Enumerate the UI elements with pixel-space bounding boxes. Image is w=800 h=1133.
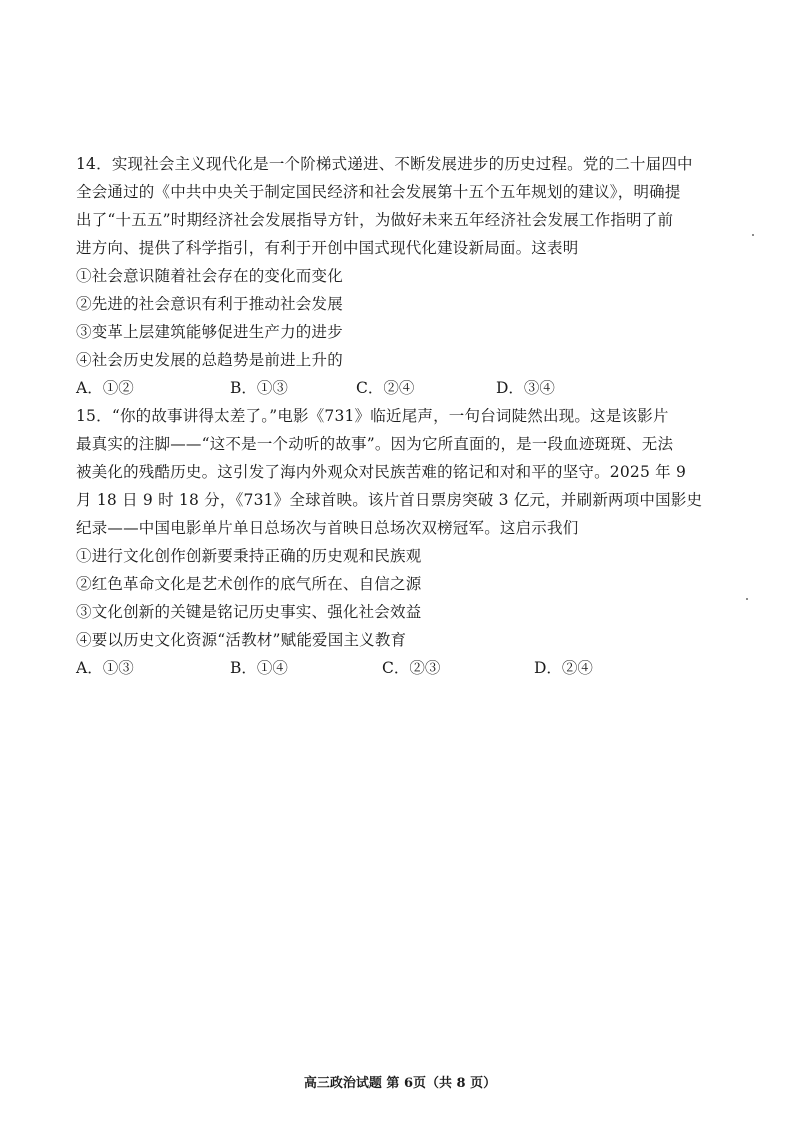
q15-statement: ①进行文化创作创新要秉持正确的历史观和民族观: [76, 547, 422, 565]
q14-statement: ③变革上层建筑能够促进生产力的进步: [76, 323, 343, 341]
q15-stem-line: 被美化的残酷历史。这引发了海内外观众对民族苦难的铭记和对和平的坚守。2025 年 9: [76, 463, 687, 481]
page-footer: 高三政治试题 第 6页（共 8 页）: [303, 1076, 497, 1091]
q15-statement: ④要以历史文化资源“活教材”赋能爱国主义教育: [76, 631, 407, 649]
q15-option-d[interactable]: D．②④: [534, 659, 593, 677]
q14-option-b[interactable]: B．①③: [230, 379, 288, 397]
q15-options: [76, 654, 726, 682]
q15-stem-line: 月 18 日 9 时 18 分，《731》全球首映。该片首日票房突破 3 亿元，并刷新两项中国影史: [76, 491, 703, 509]
q14-options: [76, 374, 726, 402]
q14-option-a[interactable]: A．①②: [76, 379, 134, 397]
question-15: [76, 402, 726, 682]
q15-option-b[interactable]: B．①④: [230, 659, 288, 677]
scan-speck: [746, 598, 748, 600]
q15-stem-line: 15．“你的故事讲得太差了。”电影《731》临近尾声，一句台词陡然出现。这是该影片: [76, 407, 669, 425]
q14-stem-line: 进方向、提供了科学指引，有利于开创中国式现代化建设新局面。这表明: [76, 239, 579, 257]
q15-stem-line: 最真实的注脚——“这不是一个动听的故事”。因为它所直面的，是一段血迹斑斑、无法: [76, 435, 674, 453]
q14-option-c[interactable]: C．②④: [356, 379, 415, 397]
q14-stem-line: 出了“十五五”时期经济社会发展指导方针，为做好未来五年经济社会发展工作指明了前: [76, 211, 674, 229]
q15-statement: ③文化创新的关键是铭记历史事实、强化社会效益: [76, 603, 422, 621]
q14-statement: ④社会历史发展的总趋势是前进上升的: [76, 351, 343, 369]
q15-statement: ②红色革命文化是艺术创作的底气所在、自信之源: [76, 575, 422, 593]
scan-speck: [752, 234, 754, 236]
q14-statement: ②先进的社会意识有利于推动社会发展: [76, 295, 343, 313]
q14-stem-line: 14．实现社会主义现代化是一个阶梯式递进、不断发展进步的历史过程。党的二十届四中: [76, 155, 693, 173]
q14-statement: ①社会意识随着社会存在的变化而变化: [76, 267, 343, 285]
question-14: [76, 150, 726, 402]
q15-option-c[interactable]: C．②③: [382, 659, 441, 677]
q15-stem-line: 纪录——中国电影单片单日总场次与首映日总场次双榜冠军。这启示我们: [76, 519, 579, 537]
q14-stem-line: 全会通过的《中共中央关于制定国民经济和社会发展第十五个五年规划的建议》，明确提: [76, 183, 681, 201]
q14-option-d[interactable]: D．③④: [496, 379, 555, 397]
q15-option-a[interactable]: A．①③: [76, 659, 134, 677]
